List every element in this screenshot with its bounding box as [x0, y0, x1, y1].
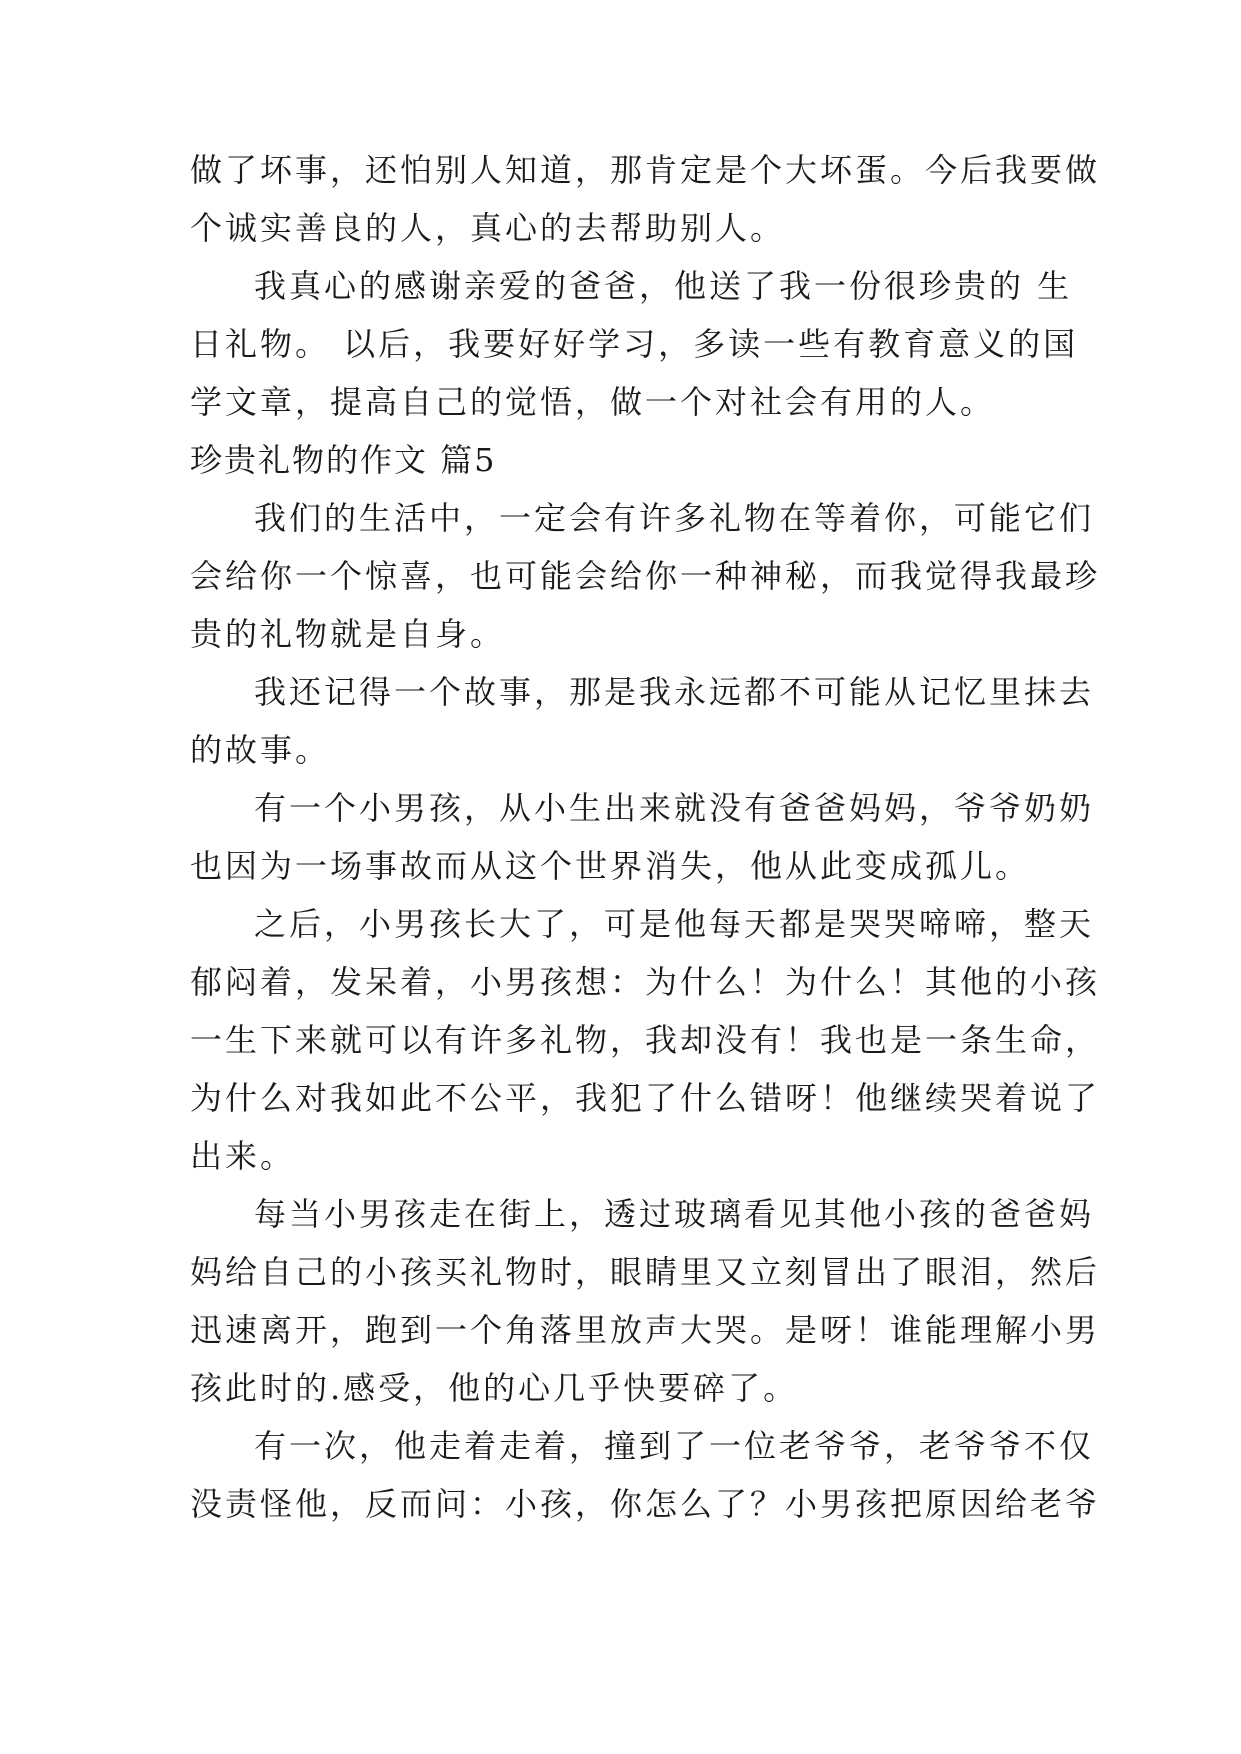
text-line: 贵的礼物就是自身。 — [190, 615, 506, 653]
text-line: 之后，小男孩长大了，可是他每天都是哭哭啼啼，整天 — [254, 905, 1095, 943]
text-line: 的故事。 — [190, 731, 331, 769]
text-line: 做了坏事，还怕别人知道，那肯定是个大坏蛋。今后我要做 — [190, 151, 1101, 189]
text-line: 个诚实善良的人，真心的去帮助别人。 — [190, 209, 786, 247]
text-line: 郁闷着，发呆着，小男孩想：为什么！为什么！其他的小孩 — [190, 963, 1101, 1001]
text-line: 没责怪他，反而问：小孩，你怎么了？小男孩把原因给老爷 — [190, 1485, 1101, 1523]
text-line: 有一个小男孩，从小生出来就没有爸爸妈妈，爷爷奶奶 — [254, 789, 1095, 827]
text-line: 出来。 — [190, 1137, 296, 1175]
text-line: 我还记得一个故事，那是我永远都不可能从记忆里抹去 — [254, 673, 1095, 711]
text-line: 也因为一场事故而从这个世界消失，他从此变成孤儿。 — [190, 847, 1031, 885]
text-line: 迅速离开，跑到一个角落里放声大哭。是呀！谁能理解小男 — [190, 1311, 1101, 1349]
text-line: 我真心的感谢亲爱的爸爸，他送了我一份很珍贵的 生 — [254, 267, 1073, 305]
text-line: 妈给自己的小孩买礼物时，眼睛里又立刻冒出了眼泪，然后 — [190, 1253, 1101, 1291]
text-line: 一生下来就可以有许多礼物，我却没有！我也是一条生命， — [190, 1021, 1101, 1059]
text-line: 日礼物。 以后，我要好好学习，多读一些有教育意义的国 — [190, 325, 1079, 363]
text-line: 会给你一个惊喜，也可能会给你一种神秘，而我觉得我最珍 — [190, 557, 1101, 595]
text-line: 孩此时的.感受，他的心几乎快要碎了。 — [190, 1369, 799, 1407]
text-line: 有一次，他走着走着，撞到了一位老爷爷，老爷爷不仅 — [254, 1427, 1095, 1465]
text-line: 为什么对我如此不公平，我犯了什么错呀！他继续哭着说了 — [190, 1079, 1101, 1117]
text-line: 每当小男孩走在街上，透过玻璃看见其他小孩的爸爸妈 — [254, 1195, 1095, 1233]
text-line: 学文章，提高自己的觉悟，做一个对社会有用的人。 — [190, 383, 996, 421]
section-heading: 珍贵礼物的作文 篇5 — [190, 441, 497, 479]
text-line: 我们的生活中，一定会有许多礼物在等着你，可能它们 — [254, 499, 1095, 537]
